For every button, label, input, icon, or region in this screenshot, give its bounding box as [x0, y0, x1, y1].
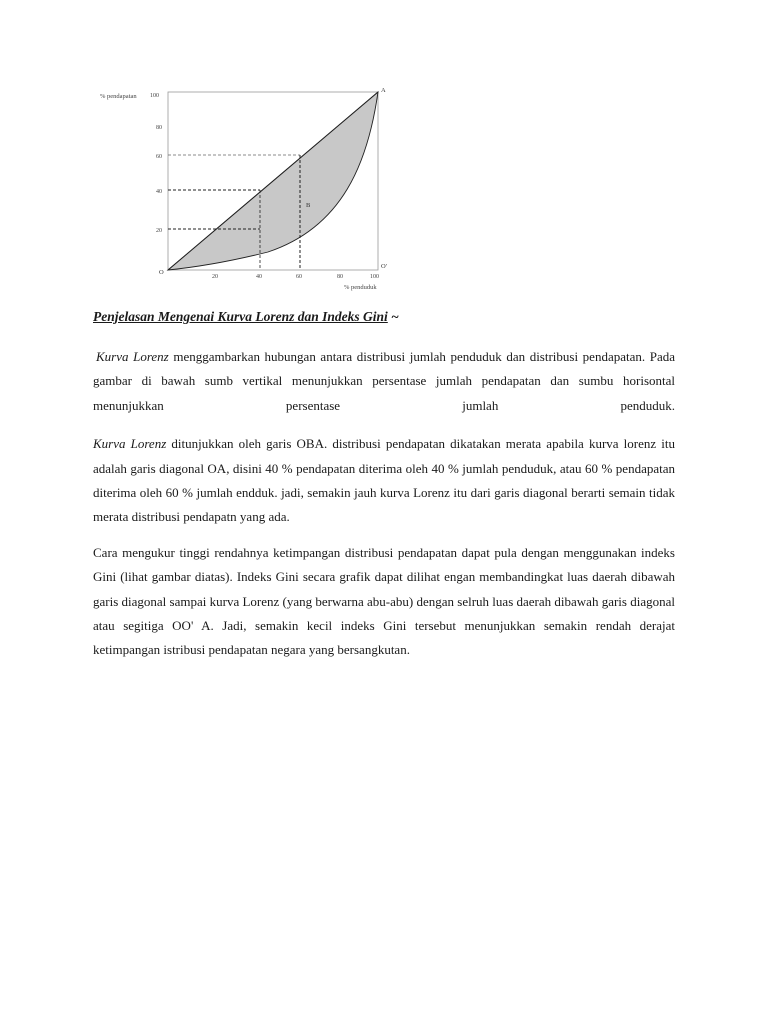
x-tick-20: 20 [212, 274, 218, 280]
paragraph-3 [93, 541, 675, 663]
section-heading-suffix: ~ [387, 309, 399, 324]
y-axis-title: % pendapatan [100, 93, 137, 100]
y-tick-60: 60 [156, 154, 162, 160]
section-heading-text: Penjelasan Mengenai Kurva Lorenz dan Indeks Gini [93, 309, 388, 324]
paragraph-1-text: menggambarkan hubungan antara distribusi jumlah penduduk dan distribusi pendapatan. Pada gambar di bawah sumb vertikal menunjukkan persentase jumlah pendapatan dan sumbu horisontal menunjukkan persentase jumlah penduduk. [93, 349, 675, 413]
x-tick-100: 100 [370, 274, 379, 280]
x-axis-title: % penduduk [344, 284, 377, 291]
paragraph-1-lead: Kurva Lorenz [96, 349, 169, 364]
origin-label: O [159, 269, 164, 276]
y-tick-100: 100 [150, 93, 159, 99]
paragraph-2 [93, 432, 675, 530]
x-tick-60: 60 [296, 274, 302, 280]
y-tick-20: 20 [156, 228, 162, 234]
paragraph-2-text: ditunjukkan oleh garis OBA. distribusi pendapatan dikatakan merata apabila kurva lorenz itu adalah garis diagonal OA, disini 40 % pendapatan diterima oleh 40 % jumlah penduduk, atau 60 % pendapatan diterima oleh 60 % jumlah endduk. jadi, semakin jauh kurva Lorenz itu dari garis diagonal berarti semain tidak merata distribusi pendapatn yang ada. [93, 436, 675, 525]
section-heading [93, 308, 675, 326]
document-body [93, 308, 675, 663]
lorenz-curve-figure [88, 82, 408, 294]
paragraph-2-lead: Kurva Lorenz [93, 436, 167, 452]
point-a-label: A [381, 87, 386, 94]
y-tick-40: 40 [156, 189, 162, 195]
point-o-prime-label: O' [381, 263, 387, 270]
x-tick-80: 80 [337, 274, 343, 280]
point-b-label: B [306, 202, 311, 209]
paragraph-1 [93, 345, 675, 418]
lorenz-curve-svg [88, 82, 408, 294]
paragraph-3-text: Cara mengukur tinggi rendahnya ketimpangan distribusi pendapatan dapat pula dengan menggunakan indeks Gini (lihat gambar diatas). Indeks Gini secara grafik dapat dilihat engan membandingkat luas daerah dibawah garis diagonal sampai kurva Lorenz (yang berwarna abu-abu) dengan selruh luas daerah dibawah garis diagonal atau segitiga OO' A. Jadi, semakin kecil indeks Gini tersebut menunjukkan semakin rendah derajat ketimpangan istribusi pendapatan negara yang bersangkutan. [93, 544, 675, 658]
y-tick-80: 80 [156, 125, 162, 131]
x-tick-40: 40 [256, 274, 262, 280]
